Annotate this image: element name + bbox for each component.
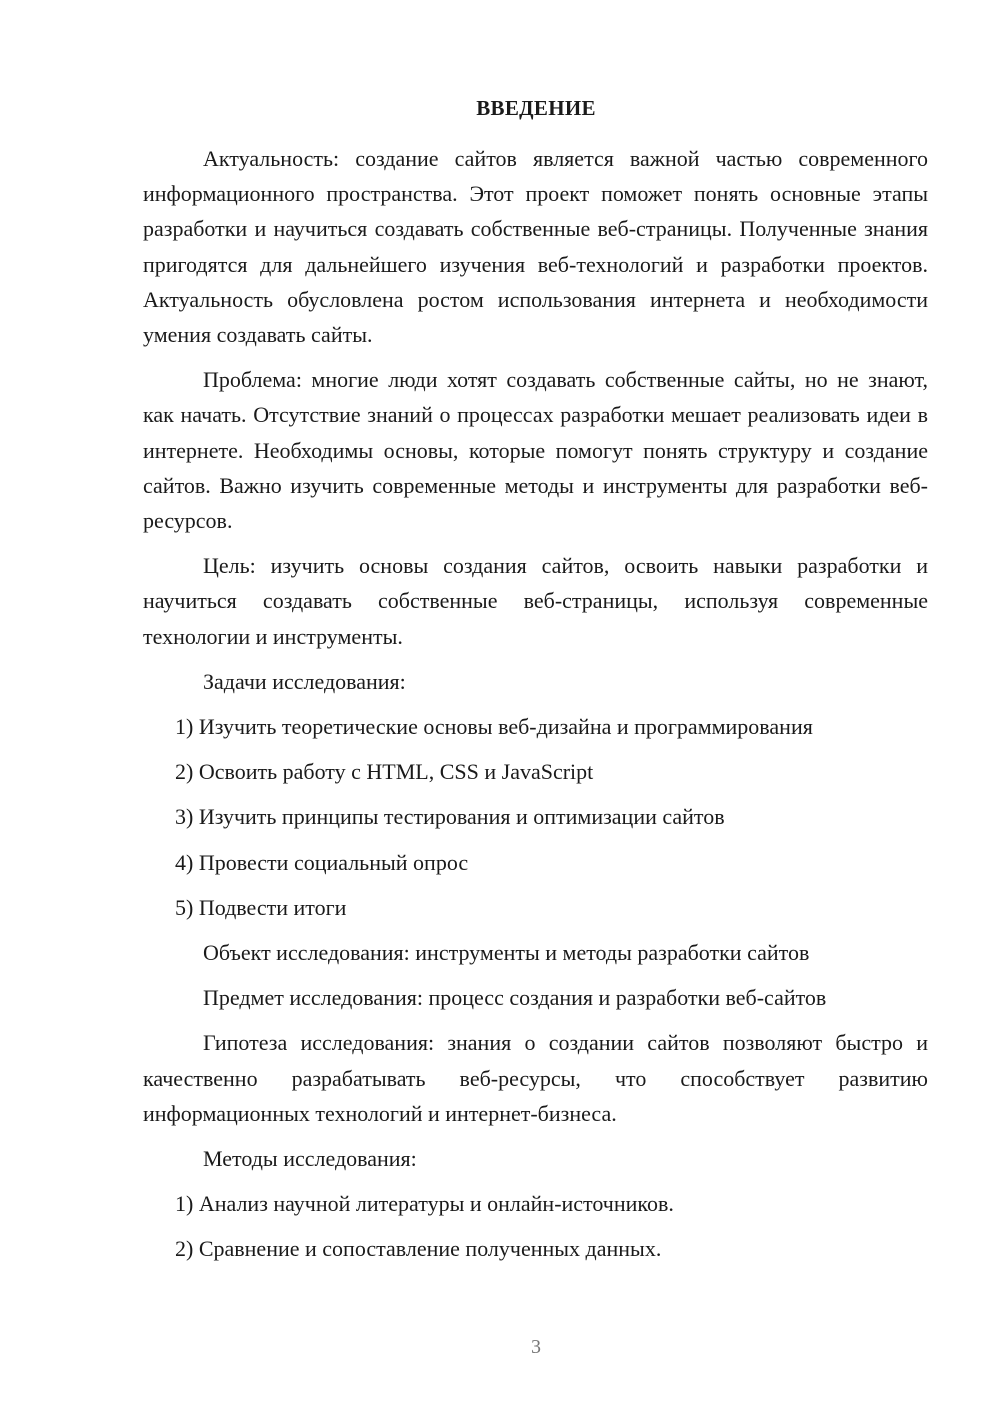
task-item: 1) Изучить теоретические основы веб-дизайна и программирования [175, 714, 813, 740]
document-body [143, 141, 928, 1277]
page-title: ВВЕДЕНИЕ [476, 96, 596, 120]
paragraph-problem: Проблема: многие люди хотят создавать собственные сайты, но не знают, как начать. Отсутствие знаний о процессах разработки мешает реализовать идеи в интернете. Необходимы основы, которые помогут понять структуру и создание сайтов. Важно изучить современные методы и инструменты для разработки веб-ресурсов. [143, 367, 928, 534]
paragraph-subject: Предмет исследования: процесс создания и разработки веб-сайтов [203, 985, 827, 1011]
task-item: 2) Освоить работу с HTML, CSS и JavaScript [175, 759, 594, 785]
task-item: 3) Изучить принципы тестирования и оптимизации сайтов [175, 804, 725, 830]
tasks-list [143, 709, 928, 925]
paragraph-object: Объект исследования: инструменты и методы разработки сайтов [203, 940, 810, 966]
methods-list [143, 1186, 928, 1266]
task-item: 5) Подвести итоги [175, 894, 347, 920]
task-item: 4) Провести социальный опрос [175, 849, 469, 875]
methods-heading: Методы исследования: [203, 1146, 417, 1172]
tasks-heading: Задачи исследования: [203, 668, 406, 694]
paragraph-relevance: Актуальность: создание сайтов является важной частью современного информационного пространства. Этот проект поможет понять основные этапы разработки и научиться создавать собственные веб-страницы. Полученные знания пригодятся для дальнейшего изучения веб-технологий и разработки проектов. Актуальность обусловлена ростом использования интернета и необходимости умения создавать сайты. [143, 146, 928, 348]
method-item: 1) Анализ научной литературы и онлайн-источников. [175, 1191, 674, 1217]
method-item: 2) Сравнение и сопоставление полученных данных. [175, 1236, 662, 1262]
page-number: 3 [531, 1336, 541, 1358]
paragraph-goal: Цель: изучить основы создания сайтов, освоить навыки разработки и научиться создавать собственные веб-страницы, используя современные технологии и инструменты. [143, 553, 928, 649]
paragraph-hypothesis: Гипотеза исследования: знания о создании сайтов позволяют быстро и качественно разрабатывать веб-ресурсы, что способствует развитию информационных технологий и интернет-бизнеса. [143, 1030, 928, 1126]
